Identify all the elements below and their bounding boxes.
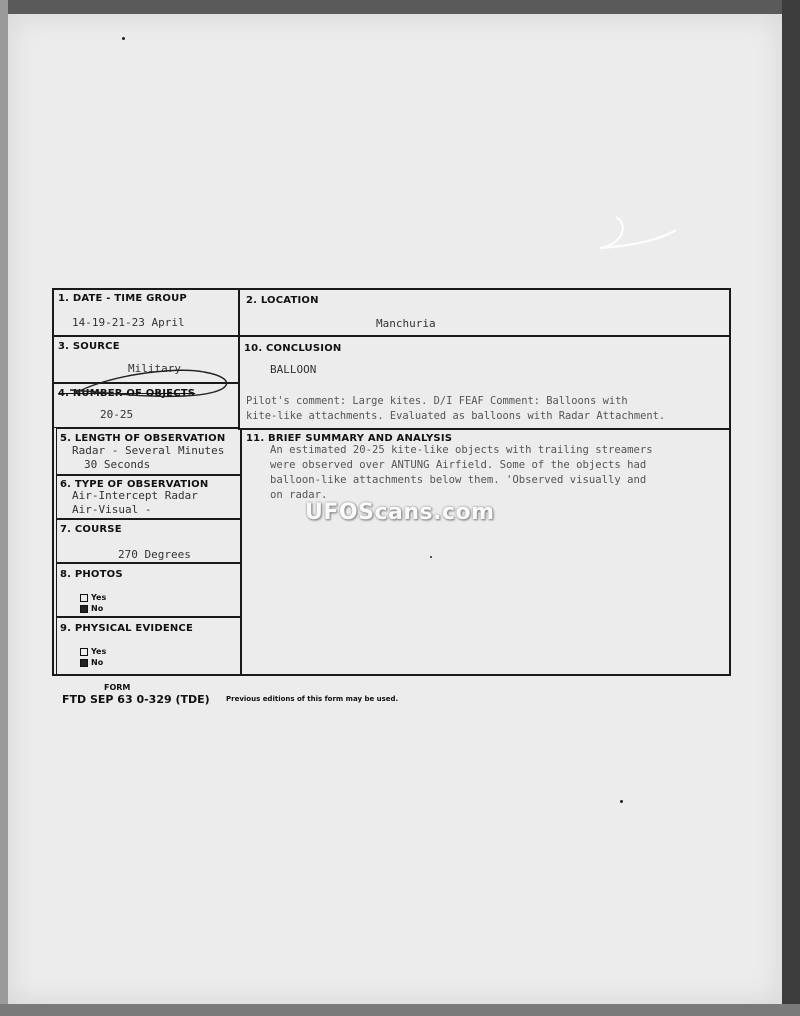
physical-evidence-yes-option bbox=[80, 647, 106, 656]
length-of-observation-line1: Radar - Several Minutes bbox=[72, 444, 225, 457]
type-of-observation-line2: Air-Visual - bbox=[72, 503, 152, 516]
number-of-objects-label: 4. NUMBER OF OBJECTS bbox=[58, 388, 196, 399]
photos-no-option bbox=[80, 604, 103, 613]
physical-evidence-label: 9. PHYSICAL EVIDENCE bbox=[60, 623, 193, 634]
conclusion-comment-line1: Pilot's comment: Large kites. D/I FEAF Comment: Balloons with bbox=[246, 395, 628, 407]
course-label: 7. COURSE bbox=[60, 524, 122, 535]
length-of-observation-label: 5. LENGTH OF OBSERVATION bbox=[60, 433, 226, 444]
number-of-objects-value: 20-25 bbox=[100, 408, 134, 421]
physical-evidence-no-option bbox=[80, 658, 103, 667]
type-of-observation-label: 6. TYPE OF OBSERVATION bbox=[60, 479, 209, 490]
conclusion-label: 10. CONCLUSION bbox=[244, 343, 342, 354]
location-label: 2. LOCATION bbox=[246, 295, 319, 306]
brief-summary-line3: balloon-like attachments below them. 'Observed visually and bbox=[270, 474, 647, 486]
form-code: FTD SEP 63 0-329 (TDE) bbox=[62, 693, 210, 706]
scan-edge-left bbox=[0, 0, 8, 1016]
paper-speck bbox=[620, 800, 623, 803]
physical-evidence-no-checkbox bbox=[80, 659, 88, 667]
scan-edge-right bbox=[782, 0, 800, 1016]
pen-mark bbox=[596, 212, 686, 257]
photos-no-label: No bbox=[91, 604, 104, 613]
scan-edge-top bbox=[0, 0, 800, 14]
form-word: FORM bbox=[104, 683, 131, 692]
physical-evidence-yes-checkbox bbox=[80, 648, 88, 656]
photos-yes-checkbox bbox=[80, 594, 88, 602]
hand-drawn-loop bbox=[64, 346, 244, 406]
conclusion-value: BALLOON bbox=[270, 363, 317, 376]
brief-summary-line2: were observed over ANTUNG Airfield. Some of the objects had bbox=[270, 459, 647, 471]
location-value: Manchuria bbox=[376, 317, 436, 330]
photos-yes-label: Yes bbox=[91, 593, 107, 602]
photos-no-checkbox bbox=[80, 605, 88, 613]
brief-summary-label: 11. BRIEF SUMMARY AND ANALYSIS bbox=[246, 433, 453, 444]
brief-summary-line1: An estimated 20-25 kite-like objects with trailing streamers bbox=[270, 444, 653, 456]
date-time-group-label: 1. DATE - TIME GROUP bbox=[58, 293, 187, 304]
paper-speck bbox=[122, 37, 125, 40]
watermark: UFOScans.com bbox=[305, 500, 495, 525]
photos-yes-option bbox=[80, 593, 106, 602]
form-note: Previous editions of this form may be used. bbox=[226, 695, 399, 703]
type-of-observation-line1: Air-Intercept Radar bbox=[72, 489, 198, 502]
source-label: 3. SOURCE bbox=[58, 341, 120, 352]
physical-evidence-yes-label: Yes bbox=[91, 647, 107, 656]
physical-evidence-no-label: No bbox=[91, 658, 104, 667]
source-value: Military bbox=[128, 362, 181, 375]
conclusion-comment-line2: kite-like attachments. Evaluated as balloons with Radar Attachment. bbox=[246, 410, 666, 422]
scan-edge-bottom bbox=[0, 1004, 800, 1016]
photos-label: 8. PHOTOS bbox=[60, 569, 123, 580]
course-value: 270 Degrees bbox=[118, 548, 191, 561]
brief-summary-line4: on radar. bbox=[270, 489, 328, 501]
date-time-group-value: 14-19-21-23 April bbox=[72, 316, 185, 329]
length-of-observation-line2: 30 Seconds bbox=[84, 458, 151, 471]
